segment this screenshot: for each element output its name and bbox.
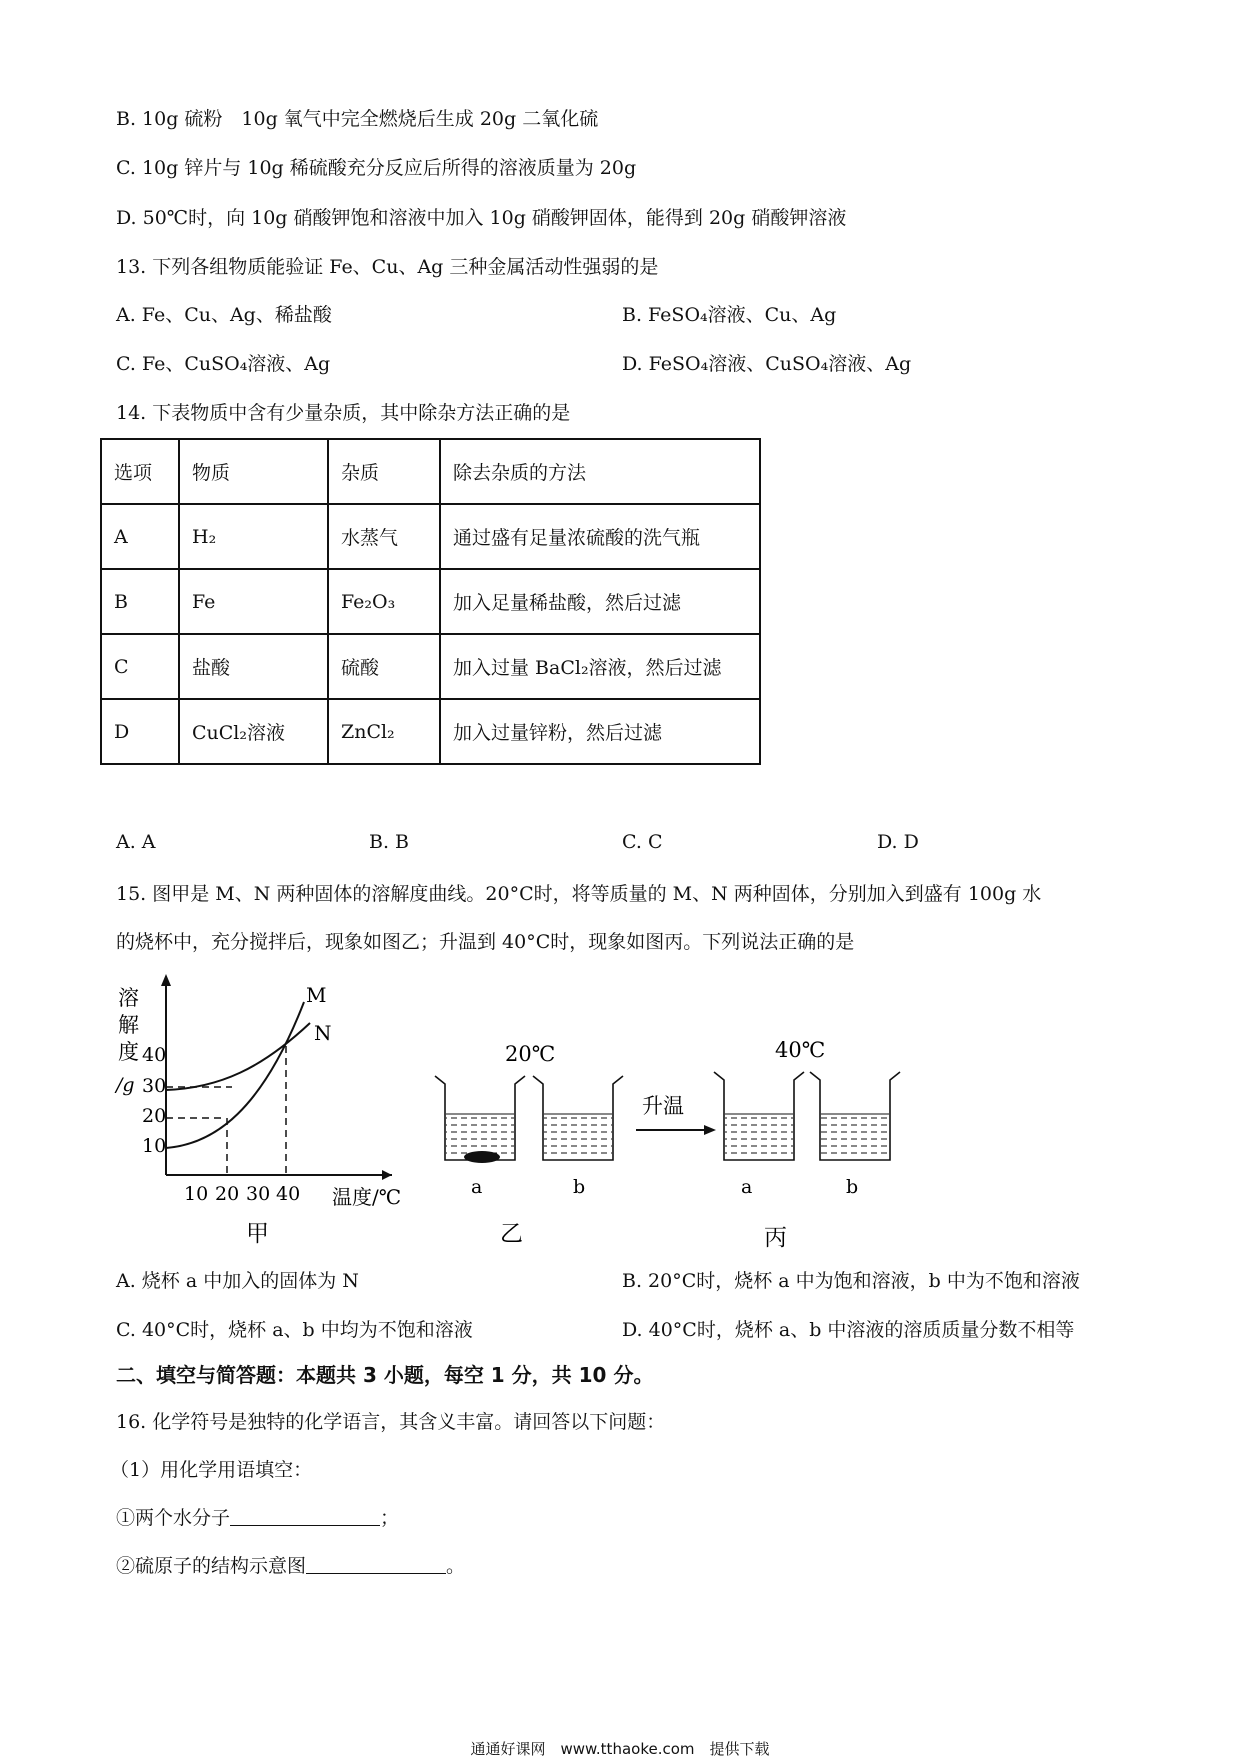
table-row	[101, 569, 760, 634]
curve-m-label: M	[306, 983, 327, 1007]
table-cell: ZnCl₂	[328, 699, 440, 764]
q15-figure	[0, 960, 1240, 1260]
q15-stem-line2: 的烧杯中，充分搅拌后，现象如图乙；升温到 40°C时，现象如图丙。下列说法正确的是	[116, 931, 855, 953]
y-unit: /g	[116, 1074, 135, 1096]
x-tick-label: 20	[215, 1183, 240, 1205]
temperature-label: 20℃	[505, 1042, 556, 1066]
table-cell: B	[101, 569, 179, 634]
figure-caption-yi: 乙	[500, 1221, 523, 1247]
arrow-head-icon	[704, 1125, 716, 1135]
y-tick-label: 10	[142, 1135, 167, 1157]
curve-n-label: N	[314, 1021, 332, 1045]
y-tick-label: 20	[142, 1105, 167, 1127]
curve-n	[166, 1023, 310, 1090]
table-cell: 硫酸	[328, 634, 440, 699]
q14-option-d: D. D	[877, 831, 919, 853]
table-row	[101, 504, 760, 569]
answer-blank[interactable]	[230, 1507, 380, 1526]
table-cell: 通过盛有足量浓硫酸的洗气瓶	[440, 504, 760, 569]
q16-item2	[116, 1553, 465, 1579]
liquid-fill	[821, 1114, 889, 1159]
undissolved-solid	[464, 1151, 500, 1163]
q15-stem-line1: 15. 图甲是 M、N 两种固体的溶解度曲线。20°C时，将等质量的 M、N 两种固体，分别加入到盛有 100g 水	[116, 883, 1042, 905]
x-tick-label: 10	[184, 1183, 209, 1205]
table-header-row	[101, 439, 760, 504]
table-row	[101, 634, 760, 699]
beaker-label: a	[741, 1176, 753, 1198]
q16-item2-label: ②硫原子的结构示意图	[116, 1555, 307, 1577]
q12-option-b: B. 10g 硫粉 10g 氧气中完全燃烧后生成 20g 二氧化硫	[116, 108, 599, 130]
table-cell: C	[101, 634, 179, 699]
beaker-label: b	[846, 1176, 859, 1198]
y-tick-label: 40	[142, 1044, 167, 1066]
table-row	[101, 699, 760, 764]
q15-option-b: B. 20°C时，烧杯 a 中为饱和溶液，b 中为不饱和溶液	[622, 1270, 1080, 1292]
q14-stem: 14. 下表物质中含有少量杂质，其中除杂方法正确的是	[116, 402, 571, 424]
beaker-label: a	[471, 1176, 483, 1198]
q14-option-b: B. B	[369, 831, 410, 853]
q15-option-c: C. 40°C时，烧杯 a、b 中均为不饱和溶液	[116, 1319, 473, 1341]
q16-stem: 16. 化学符号是独特的化学语言，其含义丰富。请回答以下问题：	[116, 1411, 666, 1433]
q15-option-d: D. 40°C时，烧杯 a、b 中溶液的溶质质量分数不相等	[622, 1319, 1075, 1341]
liquid-fill	[544, 1114, 612, 1159]
table-cell: 水蒸气	[328, 504, 440, 569]
table-header: 除去杂质的方法	[440, 439, 760, 504]
x-axis-label: 温度/℃	[332, 1185, 402, 1209]
q16-item1-label: ①两个水分子	[116, 1507, 231, 1529]
answer-blank[interactable]	[306, 1555, 446, 1574]
x-axis-arrow	[382, 1170, 392, 1180]
table-cell: A	[101, 504, 179, 569]
q12-option-d: D. 50℃时，向 10g 硝酸钾饱和溶液中加入 10g 硝酸钾固体，能得到 20g 硝酸钾溶液	[116, 207, 847, 229]
q12-option-c: C. 10g 锌片与 10g 稀硫酸充分反应后所得的溶液质量为 20g	[116, 157, 637, 179]
x-tick-label: 40	[276, 1183, 301, 1205]
table-header: 杂质	[328, 439, 440, 504]
table-cell: 盐酸	[179, 634, 328, 699]
y-axis-arrow	[161, 974, 171, 986]
table-cell: D	[101, 699, 179, 764]
page-footer: 通通好课网 www.tthaoke.com 提供下载	[470, 1740, 770, 1758]
temperature-label: 40℃	[775, 1038, 826, 1062]
table-cell: Fe₂O₃	[328, 569, 440, 634]
table-cell: H₂	[179, 504, 328, 569]
section-title: 二、填空与简答题：本题共 3 小题，每空 1 分，共 10 分。	[116, 1363, 654, 1387]
table-cell: 加入足量稀盐酸，然后过滤	[440, 569, 760, 634]
q16-item1	[116, 1505, 399, 1531]
table-cell: 加入过量 BaCl₂溶液，然后过滤	[440, 634, 760, 699]
liquid-fill	[725, 1114, 793, 1159]
y-tick-label: 30	[142, 1075, 167, 1097]
figure-caption-jia: 甲	[246, 1221, 269, 1247]
q13-option-d: D. FeSO₄溶液、CuSO₄溶液、Ag	[622, 353, 912, 375]
q16-part1: （1）用化学用语填空：	[110, 1459, 313, 1481]
x-tick-label: 30	[246, 1183, 271, 1205]
q13-stem: 13. 下列各组物质能验证 Fe、Cu、Ag 三种金属活动性强弱的是	[116, 256, 659, 278]
table-cell: Fe	[179, 569, 328, 634]
table-header: 物质	[179, 439, 328, 504]
beakers-40c	[714, 1038, 900, 1251]
q16-item2-punct: 。	[446, 1555, 466, 1577]
heat-arrow-label: 升温	[642, 1094, 684, 1118]
table-cell: CuCl₂溶液	[179, 699, 328, 764]
table-cell: 加入过量锌粉，然后过滤	[440, 699, 760, 764]
q13-option-c: C. Fe、CuSO₄溶液、Ag	[116, 353, 331, 375]
q15-option-a: A. 烧杯 a 中加入的固体为 N	[116, 1270, 359, 1292]
q16-item1-punct: ；	[380, 1507, 400, 1529]
table-header: 选项	[101, 439, 179, 504]
figure-caption-bing: 丙	[764, 1225, 787, 1251]
y-label-char: 度	[118, 1040, 139, 1064]
q14-option-c: C. C	[622, 831, 663, 853]
solubility-graph	[114, 974, 401, 1247]
y-label-char: 溶	[118, 986, 139, 1010]
q13-option-b: B. FeSO₄溶液、Cu、Ag	[622, 304, 837, 326]
beakers-20c	[435, 1042, 623, 1247]
q13-option-a: A. Fe、Cu、Ag、稀盐酸	[116, 304, 332, 326]
q14-option-a: A. A	[116, 831, 156, 853]
beaker-label: b	[573, 1176, 586, 1198]
q14-table	[100, 438, 761, 765]
y-label-char: 解	[118, 1013, 139, 1037]
